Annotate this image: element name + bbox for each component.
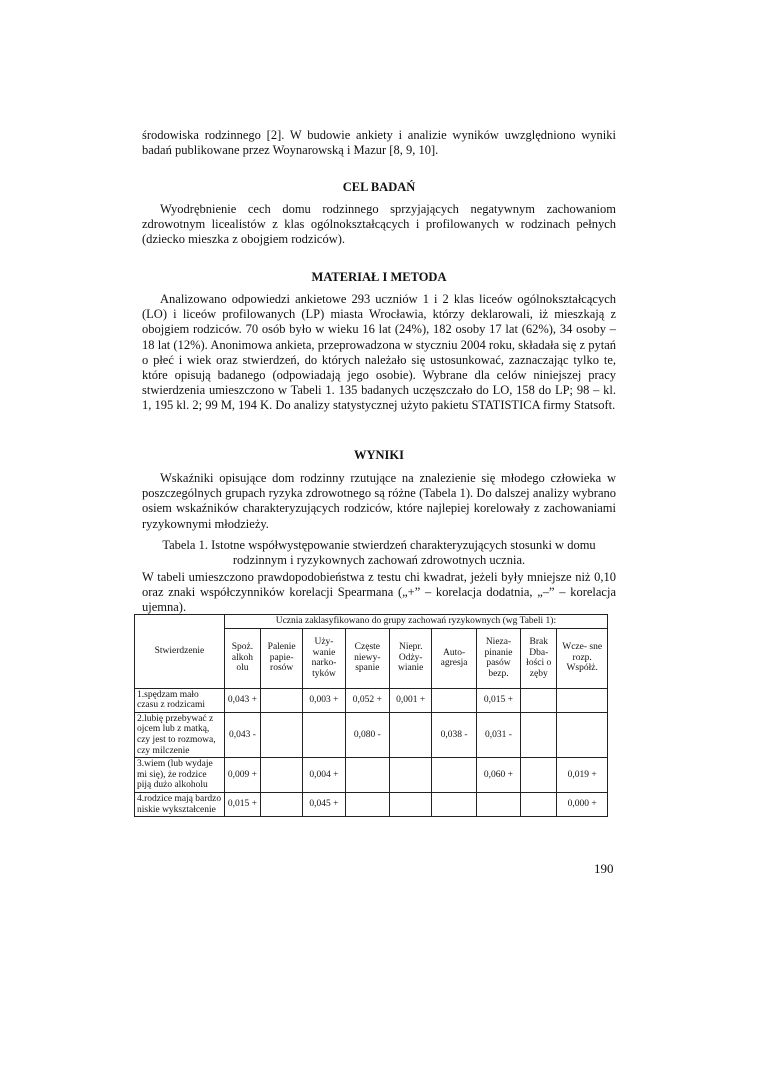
column-header: Brak Dba- łości o zęby (521, 628, 557, 688)
table-note: W tabeli umieszczono prawdopodobieństwa z testu chi kwadrat, jeżeli były mniejsze niż 0,10 oraz znaki współczynników korelacji Spearmana („+” – korelacja dodatnia, „–” – korelacja ujemna). (142, 570, 616, 615)
table-cell: 0,019 + (557, 758, 608, 793)
table-row (135, 712, 608, 757)
row-label: 3.wiem (lub wydaje mi się), że rodzice piją dużo alkoholu (135, 758, 225, 793)
table-cell (557, 712, 608, 757)
table-cell (432, 688, 476, 712)
table-cell (260, 712, 302, 757)
column-header: Wcze- sne rozp. Współż. (557, 628, 608, 688)
table-cell: 0,031 - (476, 712, 520, 757)
material-heading: MATERIAŁ I METODA (311, 270, 447, 284)
results-table (134, 614, 608, 817)
table-cell (476, 792, 520, 816)
table-cell: 0,000 + (557, 792, 608, 816)
column-header: Palenie papie- rosów (260, 628, 302, 688)
row-label: 1.spędzam mało czasu z rodzicami (135, 688, 225, 712)
table-cell: 0,015 + (224, 792, 260, 816)
wyniki-heading: WYNIKI (353, 448, 404, 462)
table-row (135, 688, 608, 712)
table-cell: 0,043 - (224, 712, 260, 757)
table-cell (521, 712, 557, 757)
material-paragraph: Analizowano odpowiedzi ankietowe 293 uczniów 1 i 2 klas liceów ogólnokształcących (LO) i liceów profilowanych (LP) miasta Wrocławia, którzy deklarowali, iż mieszkają z obojgiem rodziców. 70 osób było w wieku 16 lat (24%), 182 osoby 17 lat (62%), 34 osoby – 18 lat (12%). Anonimowa ankieta, przeprowadzona w styczniu 2004 roku, składała się z pytań o płeć i wiek oraz stwierdzeń, do których należało się ustosunkować, zaznaczając tylko te, które opisują badanego (odpowiadają jego osobie). Wybrane dla celów niniejszej pracy stwierdzenia umieszczono w Tabeli 1. 135 badanych uczęszczało do LO, 158 do LP; 98 – kl. 1, 195 kl. 2; 99 M, 194 K. Do analizy statystycznej użyto pakietu STATISTICA firmy Statsoft. (142, 292, 616, 413)
cel-paragraph: Wyodrębnienie cech domu rodzinnego sprzyjających negatywnym zachowaniom zdrowotnym licealistów z klas ogólnokształcących i profilowanych w rodzinach pełnych (dziecko mieszka z obojgiem rodziców). (142, 202, 616, 247)
intro-paragraph: środowiska rodzinnego [2]. W budowie ankiety i analizie wyników uwzględniono wyniki badań publikowane przez Woynarowską i Mazur [8, 9, 10]. (142, 128, 616, 158)
table-cell (432, 758, 476, 793)
table-cell: 0,004 + (303, 758, 345, 793)
cel-heading: CEL BADAŃ (342, 180, 416, 194)
table-cell (345, 758, 389, 793)
column-header: Częste niewy- spanie (345, 628, 389, 688)
table-cell (345, 792, 389, 816)
table-row (135, 792, 608, 816)
table-cell (521, 758, 557, 793)
table-cell (390, 758, 432, 793)
column-header: Nieza- pinanie pasów bezp. (476, 628, 520, 688)
table-cell (260, 688, 302, 712)
table-cell (260, 792, 302, 816)
table-cell: 0,003 + (303, 688, 345, 712)
table-cell: 0,001 + (390, 688, 432, 712)
group-header: Ucznia zaklasyfikowano do grupy zachowań ryzykownych (wg Tabeli 1): (224, 615, 607, 629)
column-header: Auto- agresja (432, 628, 476, 688)
row-header: Stwierdzenie (135, 615, 225, 689)
column-header: Niepr. Odży- wianie (390, 628, 432, 688)
table-cell (521, 792, 557, 816)
table-cell: 0,038 - (432, 712, 476, 757)
page-number: 190 (594, 861, 614, 876)
table-cell: 0,080 - (345, 712, 389, 757)
table-cell (390, 792, 432, 816)
table-cell: 0,015 + (476, 688, 520, 712)
table-cell (390, 712, 432, 757)
table-cell (260, 758, 302, 793)
table-cell: 0,052 + (345, 688, 389, 712)
table-caption: Tabela 1. Istotne współwystępowanie stwierdzeń charakteryzujących stosunki w domu rodzinnym i ryzykownych zachowań zdrowotnych ucznia. (162, 538, 596, 568)
row-label: 4.rodzice mają bardzo niskie wykształcenie (135, 792, 225, 816)
table-cell (521, 688, 557, 712)
table-cell: 0,043 + (224, 688, 260, 712)
column-header: Spoż. alkoh olu (224, 628, 260, 688)
table-cell: 0,045 + (303, 792, 345, 816)
wyniki-paragraph: Wskaźniki opisujące dom rodzinny rzutujące na znalezienie się młodego człowieka w poszczególnych grupach ryzyka zdrowotnego są różne (Tabela 1). Do dalszej analizy wybrano osiem wskaźników charakteryzujących rodziców, które najlepiej korelowały z zachowaniami ryzykownymi młodzieży. (142, 471, 616, 531)
column-header: Uży- wanie narko- tyków (303, 628, 345, 688)
table-cell (432, 792, 476, 816)
table-row (135, 758, 608, 793)
table-cell (303, 712, 345, 757)
table-cell (557, 688, 608, 712)
row-label: 2.lubię przebywać z ojcem lub z matką, czy jest to rozmowa, czy milczenie (135, 712, 225, 757)
table-cell: 0,060 + (476, 758, 520, 793)
table-cell: 0,009 + (224, 758, 260, 793)
